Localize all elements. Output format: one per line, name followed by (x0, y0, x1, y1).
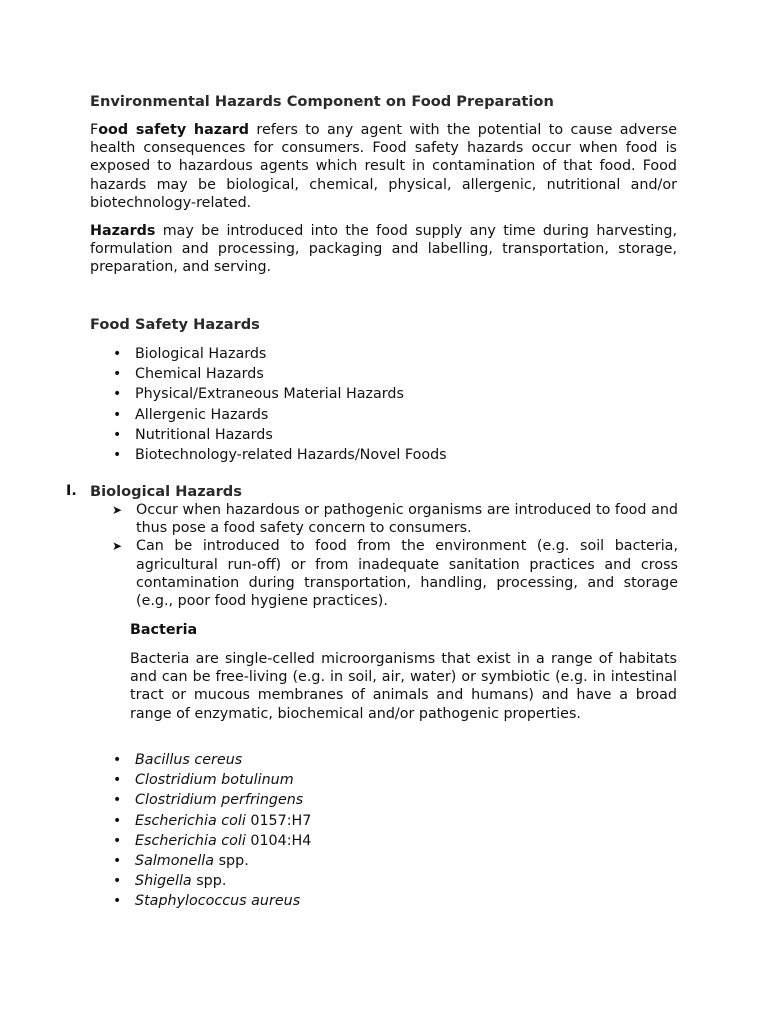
list-item: • Biotechnology-related Hazards/Novel Foods (0, 445, 447, 465)
list-item: • Clostridium botulinum (0, 770, 311, 790)
organism-list (0, 750, 311, 912)
bacteria-paragraph: Bacteria are single-celled microorganisms that exist in a range of habitats and can be free-living (e.g. in soil, air, water) or symbiotic (e.g. in intestinal tract or mucous membranes of animals and humans) and have a broad range of enzymatic, biochemical and/or pathogenic properties. (130, 651, 677, 722)
list-item: ➤ Occur when hazardous or pathogenic organisms are introduced to food and thus pose a food safety concern to consumers. (112, 502, 678, 537)
list-item: • Nutritional Hazards (0, 425, 447, 445)
intro-lead-letter: F (90, 122, 99, 138)
list-item: • Salmonella spp. (0, 851, 311, 871)
hazards-text: may be introduced into the food supply any time during harvesting, formulation and processing, packaging and labelling, transportation, storage, preparation, and serving. (90, 223, 677, 276)
bacteria-heading: Bacteria (130, 622, 198, 638)
list-item: • Escherichia coli 0157:H7 (0, 811, 311, 831)
intro-paragraph (90, 121, 677, 212)
intro-bold-term: ood safety hazard (98, 122, 250, 138)
hazards-bold-term: Hazards (90, 223, 156, 239)
arrow-bullet-icon: ➤ (112, 539, 123, 554)
list-item: ➤ Can be introduced to food from the environment (e.g. soil bacteria, agricultural run-off) or from inadequate sanitation practices and cross contamination during transportation, handling, processing, and storage (e.g., poor food hygiene practices). (112, 538, 678, 610)
food-safety-hazards-heading: Food Safety Hazards (90, 316, 260, 333)
section-title: Biological Hazards (90, 483, 242, 500)
list-item: • Bacillus cereus (0, 750, 311, 770)
section-number: I. (66, 483, 77, 499)
list-item: • Physical/Extraneous Material Hazards (0, 384, 447, 404)
intro-text: refers to any agent with the potential to cause adverse health consequences for consumers. Food safety hazards occur when food is exposed to hazardous agents which result in contamination of that food. Food hazards may be biological, chemical, physical, allergenic, nutritional and/or biotechnology-related. (90, 122, 677, 211)
hazards-paragraph (90, 222, 677, 277)
list-item: • Escherichia coli 0104:H4 (0, 831, 311, 851)
list-item: • Chemical Hazards (0, 364, 447, 384)
list-item: • Staphylococcus aureus (0, 891, 311, 911)
biological-points-list (112, 501, 678, 610)
list-item: • Biological Hazards (0, 344, 447, 364)
arrow-bullet-icon: ➤ (112, 503, 123, 517)
list-item: • Allergenic Hazards (0, 405, 447, 425)
hazard-list (0, 344, 447, 465)
list-item: • Shigella spp. (0, 871, 311, 891)
document-title: Environmental Hazards Component on Food Preparation (90, 93, 554, 110)
list-item: • Clostridium perfringens (0, 790, 311, 810)
